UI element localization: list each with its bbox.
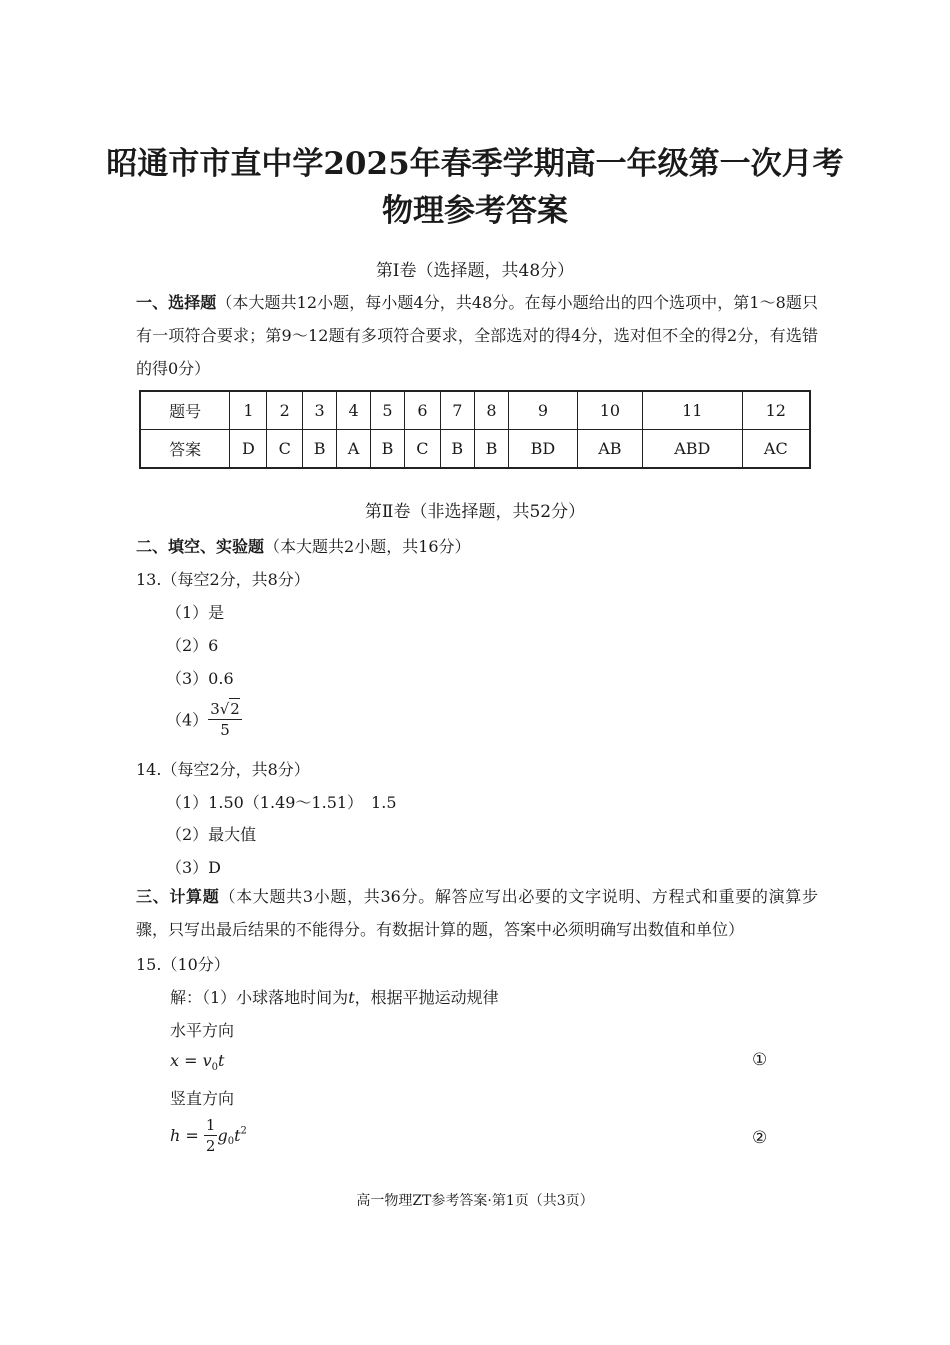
question-number: 5 [370, 391, 404, 430]
q15-heading: 15.（10分） [136, 955, 230, 974]
part2-heading: 第Ⅱ卷（非选择题，共52分） [364, 502, 586, 522]
answer-cell: D [230, 430, 267, 469]
question-number: 12 [742, 391, 810, 430]
question-number: 10 [577, 391, 642, 430]
vertical-direction-label: 竖直方向 [170, 1089, 235, 1108]
question-number: 3 [302, 391, 336, 430]
row-label: 答案 [140, 430, 230, 469]
fraction-denominator: 5 [220, 721, 230, 739]
question-number: 9 [509, 391, 578, 430]
answer-cell: B [302, 430, 336, 469]
q13-answer-2: （2）6 [166, 636, 219, 655]
question-number: 8 [474, 391, 508, 430]
section3-instructions [136, 880, 818, 946]
answer-cell: B [474, 430, 508, 469]
q13-answer-4-prefix: （4） [166, 710, 209, 730]
question-number: 1 [230, 391, 267, 430]
question-number: 6 [405, 391, 441, 430]
section2-heading [136, 534, 471, 557]
answer-cell: B [440, 430, 474, 469]
answer-cell: BD [509, 430, 578, 469]
q14-heading: 14.（每空2分，共8分） [136, 760, 310, 779]
row-label: 题号 [140, 391, 230, 430]
section3-description: （本大题共3小题，共36分。解答应写出必要的文字说明、方程式和重要的演算步骤，只写出最后结果的不能得分。有数据计算的题，答案中必须明确写出数值和单位） [136, 887, 818, 939]
horizontal-direction-label: 水平方向 [170, 1021, 235, 1040]
answer-table [139, 390, 811, 469]
answer-cell: AC [742, 430, 810, 469]
q13-heading: 13.（每空2分，共8分） [136, 570, 310, 589]
table-row-answers [140, 430, 810, 469]
fraction-3sqrt2-over-5 [208, 698, 242, 740]
equation-2-marker: ② [752, 1128, 768, 1148]
q13-answer-4 [166, 698, 242, 740]
q13-answer-1: （1）是 [166, 603, 225, 622]
q14-answer-2: （2）最大值 [166, 825, 257, 844]
section2-label: 二、填空、实验题 [136, 537, 265, 556]
answer-cell: C [267, 430, 303, 469]
fraction-coefficient: 3 [210, 700, 220, 718]
q13-answer-3: （3）0.6 [166, 669, 234, 688]
part1-heading: 第Ⅰ卷（选择题，共48分） [375, 261, 575, 281]
answer-cell: C [405, 430, 441, 469]
equation-2: h = $\frac{1}{2}$ $g_0t^2$ [170, 1116, 247, 1155]
variable-t: t [348, 988, 355, 1007]
question-number: 4 [337, 391, 371, 430]
q14-answer-3: （3）D [166, 858, 222, 877]
question-number: 2 [267, 391, 303, 430]
sqrt-icon: √ [219, 700, 230, 718]
question-number: 7 [440, 391, 474, 430]
answer-cell: B [370, 430, 404, 469]
answer-cell: ABD [642, 430, 742, 469]
q14-answer-1: （1）1.50（1.49～1.51） 1.5 [166, 793, 397, 812]
equation-1-marker: ① [752, 1050, 768, 1070]
question-number: 11 [642, 391, 742, 430]
page-footer: 高一物理ZT参考答案·第1页（共3页） [356, 1193, 594, 1209]
section2-description: （本大题共2小题，共16分） [264, 537, 471, 556]
table-row-numbers [140, 391, 810, 430]
radicand: 2 [230, 700, 240, 718]
section1-label: 一、选择题 [136, 293, 217, 312]
document-subtitle: 物理参考答案 [382, 193, 568, 229]
section1-description: （本大题共12小题，每小题4分，共48分。在每小题给出的四个选项中，第1～8题只有一项符合要求；第9～12题有多项符合要求，全部选对的得4分，选对但不全的得2分，有选错的得0分） [136, 293, 818, 378]
section1-instructions [136, 286, 818, 385]
answer-cell: AB [577, 430, 642, 469]
document-title: 昭通市市直中学2025年春季学期高一年级第一次月考 [106, 146, 844, 182]
section3-label: 三、计算题 [136, 887, 220, 906]
fraction-one-half: $\frac{1}{2}$ [205, 1116, 216, 1155]
answer-cell: A [337, 430, 371, 469]
equation-1: $x = v_0t$ [170, 1051, 225, 1074]
q15-solution-intro: 解：（1）小球落地时间为t，根据平抛运动规律 [170, 988, 499, 1007]
